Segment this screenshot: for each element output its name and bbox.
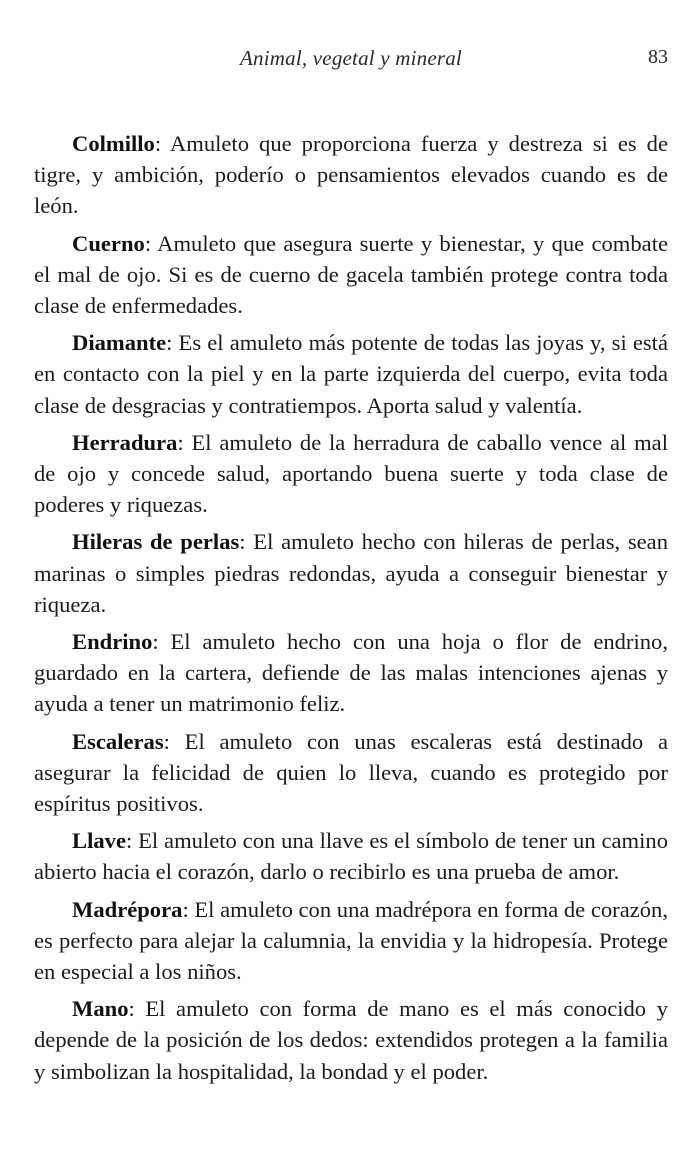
entry-diamante xyxy=(34,327,668,421)
entry-separator: : xyxy=(166,330,179,356)
entry-text: Es el amuleto más potente de todas las joyas y, si está en contacto con la piel y en la parte izquierda del cuerpo, evita toda clase de desgracias y contratiempos. Aporta salud y valentía. xyxy=(34,330,668,418)
entry-llave xyxy=(34,825,668,887)
entry-term: Hileras de perlas xyxy=(72,529,240,555)
entry-term: Diamante xyxy=(72,330,167,356)
entry-separator: : xyxy=(152,629,171,655)
entry-escaleras xyxy=(34,726,668,820)
entry-term: Llave xyxy=(72,828,126,854)
entry-term: Mano xyxy=(72,996,129,1022)
entry-hileras-de-perlas xyxy=(34,526,668,620)
entry-term: Madrépora xyxy=(72,896,183,922)
entry-cuerno xyxy=(34,228,668,322)
entry-separator: : xyxy=(239,529,254,555)
entry-term: Escaleras xyxy=(72,728,164,754)
entry-text: El amuleto con una llave es el símbolo de tener un camino abierto hacia el corazón, darlo o recibirlo es una prueba de amor. xyxy=(34,828,668,885)
entry-separator: : xyxy=(182,896,195,922)
entry-term: Herradura xyxy=(72,429,178,455)
entry-separator: : xyxy=(154,131,170,156)
entry-colmillo xyxy=(34,128,668,222)
entry-term: Colmillo xyxy=(72,131,155,156)
entry-term: Endrino xyxy=(72,629,153,655)
entry-text: Amuleto que proporciona fuerza y destreza si es de tigre, y ambición, poderío o pensamientos elevados cuando es de león. xyxy=(34,131,669,219)
entry-separator: : xyxy=(177,429,192,455)
entry-mano xyxy=(34,993,668,1087)
entry-text: El amuleto con forma de mano es el más conocido y depende de la posición de los dedos: extendidos protegen a la familia y simbolizan la hospitalidad, la bondad y el poder. xyxy=(34,996,668,1084)
entry-separator: : xyxy=(125,828,139,854)
entry-endrino xyxy=(34,626,668,720)
glossary-entries xyxy=(34,128,668,1093)
page-number: 83 xyxy=(648,46,668,68)
entry-text: El amuleto con una madrépora en forma de corazón, es perfecto para alejar la calumnia, la envidia y la hidropesía. Protege en especial a los niños. xyxy=(34,896,669,985)
running-title: Animal, vegetal y mineral xyxy=(240,46,462,70)
entry-separator: : xyxy=(128,996,146,1022)
entry-term: Cuerno xyxy=(72,230,145,256)
entry-text: El amuleto hecho con hileras de perlas, sean marinas o simples piedras redondas, ayuda a conseguir bienestar y riqueza. xyxy=(34,529,669,617)
entry-separator: : xyxy=(163,728,185,754)
entry-herradura xyxy=(34,427,668,521)
entry-text: El amuleto de la herradura de caballo vence al mal de ojo y concede salud, aportando buena suerte y toda clase de poderes y riquezas. xyxy=(34,429,668,518)
entry-madrepora xyxy=(34,894,668,988)
entry-text: Amuleto que asegura suerte y bienestar, y que combate el mal de ojo. Si es de cuerno de gacela también protege contra toda clase de enfermedades. xyxy=(34,230,668,319)
entry-separator: : xyxy=(144,230,158,256)
entry-text: El amuleto hecho con una hoja o flor de endrino, guardado en la cartera, defiende de las malas intenciones ajenas y ayuda a tener un matrimonio feliz. xyxy=(34,629,668,717)
entry-text: El amuleto con unas escaleras está destinado a asegurar la felicidad de quien lo lleva, cuando es protegido por espíritus positivos. xyxy=(34,728,668,817)
running-header xyxy=(34,46,668,76)
